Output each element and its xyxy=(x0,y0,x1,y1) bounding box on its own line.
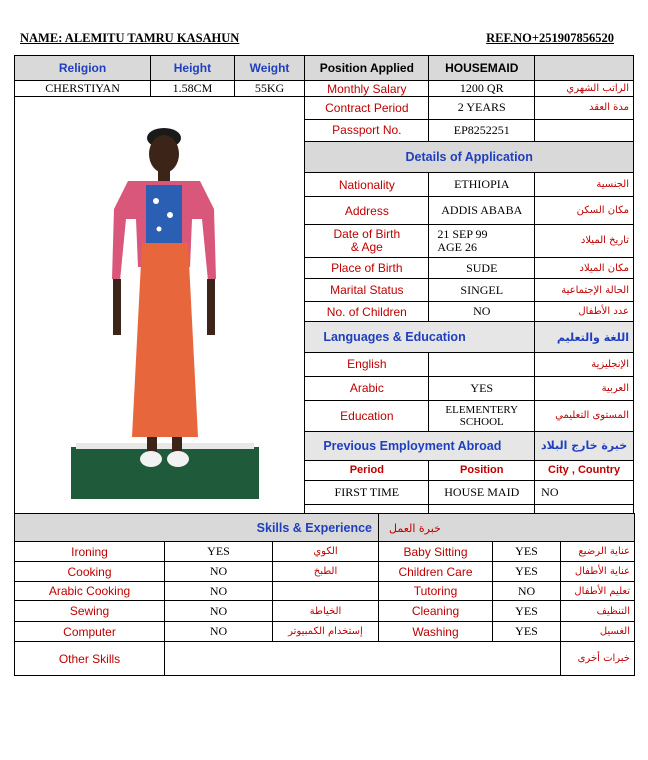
skill-cooking-value: NO xyxy=(165,562,273,582)
period-column-header: Period xyxy=(305,460,429,480)
employment-position-value: HOUSE MAID xyxy=(429,481,535,505)
skill-cleaning-value: YES xyxy=(493,601,561,622)
other-skills-label: Other Skills xyxy=(15,642,165,676)
monthly-salary-label: Monthly Salary xyxy=(305,81,429,97)
contract-period-label: Contract Period xyxy=(305,97,429,120)
employment-country-value: NO xyxy=(535,481,634,505)
applicant-name-header: NAME: ALEMITU TAMRU KASAHUN xyxy=(20,31,240,45)
passport-number-arabic xyxy=(535,119,634,142)
position-column-header: Position xyxy=(429,460,535,480)
contract-period-value: 2 YEARS xyxy=(429,97,535,120)
skill-cleaning-arabic: التنظيف xyxy=(561,601,635,622)
education-label: Education xyxy=(305,401,429,432)
skill-arabic-cooking-label: Arabic Cooking xyxy=(15,582,165,601)
blank-cell xyxy=(535,56,634,81)
religion-value: CHERSTIYAN xyxy=(15,81,151,97)
reference-number-header: REF.NO+251907856520 xyxy=(486,31,614,45)
skill-washing-label: Washing xyxy=(379,622,493,642)
languages-education-arabic-title: اللغة والتعليم xyxy=(535,322,634,353)
skill-baby-sitting-value: YES xyxy=(493,542,561,562)
skills-experience-arabic-cell xyxy=(379,514,635,542)
skill-sewing-label: Sewing xyxy=(15,601,165,622)
dob-label-line1: Date of Birth xyxy=(333,226,401,241)
skill-ironing-value: YES xyxy=(165,542,273,562)
skill-arabic-cooking-value: NO xyxy=(165,582,273,601)
city-country-column-header: City , Country xyxy=(535,460,634,480)
position-applied-value: HOUSEMAID xyxy=(429,56,535,81)
skill-tutoring-label: Tutoring xyxy=(379,582,493,601)
english-arabic: الإنجليزية xyxy=(535,353,634,377)
number-of-children-arabic: عدد الأطفال xyxy=(535,301,634,321)
skills-experience-title: Skills & Experience xyxy=(15,514,379,542)
passport-number-value: EP8252251 xyxy=(429,119,535,142)
arabic-language-label: Arabic xyxy=(305,376,429,401)
education-value-line1: ELEMENTERY xyxy=(445,403,519,416)
skill-computer-label: Computer xyxy=(15,622,165,642)
date-of-birth-value xyxy=(429,225,535,258)
marital-status-arabic: الحالة الإجتماعية xyxy=(535,279,634,302)
address-arabic: مكان السكن xyxy=(535,197,634,225)
date-of-birth-label xyxy=(305,225,429,258)
skill-arabic-cooking-arabic xyxy=(273,582,379,601)
skill-tutoring-arabic: تعليم الأطفال xyxy=(561,582,635,601)
skill-cooking-arabic: الطبخ xyxy=(273,562,379,582)
languages-education-title: Languages & Education xyxy=(305,322,535,353)
skill-ironing-arabic: الكوي xyxy=(273,542,379,562)
skill-sewing-value: NO xyxy=(165,601,273,622)
skill-washing-arabic: الغسيل xyxy=(561,622,635,642)
cv-main-table xyxy=(14,55,634,519)
nationality-arabic: الجنسية xyxy=(535,172,634,197)
education-arabic: المستوى التعليمي xyxy=(535,401,634,432)
employment-period-value: FIRST TIME xyxy=(305,481,429,505)
skills-table xyxy=(14,513,635,676)
dob-value-line2: AGE 26 xyxy=(437,239,477,254)
number-of-children-label: No. of Children xyxy=(305,301,429,321)
number-of-children-value: NO xyxy=(429,301,535,321)
skill-cleaning-label: Cleaning xyxy=(379,601,493,622)
details-of-application-title: Details of Application xyxy=(305,142,634,173)
skill-cooking-label: Cooking xyxy=(15,562,165,582)
skill-baby-sitting-label: Baby Sitting xyxy=(379,542,493,562)
nationality-value: ETHIOPIA xyxy=(429,172,535,197)
weight-label: Weight xyxy=(234,56,305,81)
dob-label-line2: & Age xyxy=(350,239,383,254)
dob-value-line1: 21 SEP 99 xyxy=(437,226,488,241)
height-value: 1.58CM xyxy=(151,81,235,97)
date-of-birth-arabic: تاريخ الميلاد xyxy=(535,225,634,258)
skill-ironing-label: Ironing xyxy=(15,542,165,562)
monthly-salary-arabic: الراتب الشهري xyxy=(535,81,634,97)
skill-children-care-arabic: عناية الأطفال xyxy=(561,562,635,582)
skill-computer-value: NO xyxy=(165,622,273,642)
weight-value: 55KG xyxy=(234,81,305,97)
address-value: ADDIS ABABA xyxy=(429,197,535,225)
nationality-label: Nationality xyxy=(305,172,429,197)
place-of-birth-label: Place of Birth xyxy=(305,257,429,279)
skills-experience-arabic-title: خبرة العمل xyxy=(389,521,441,535)
previous-employment-title: Previous Employment Abroad xyxy=(305,431,535,460)
place-of-birth-arabic: مكان الميلاد xyxy=(535,257,634,279)
position-applied-label: Position Applied xyxy=(305,56,429,81)
skill-sewing-arabic: الخياطة xyxy=(273,601,379,622)
marital-status-label: Marital Status xyxy=(305,279,429,302)
address-label: Address xyxy=(305,197,429,225)
arabic-language-value: YES xyxy=(429,376,535,401)
skill-tutoring-value: NO xyxy=(493,582,561,601)
arabic-language-arabic: العربية xyxy=(535,376,634,401)
applicant-photo-image xyxy=(16,97,304,515)
previous-employment-arabic-title: خبرة خارج البلاد xyxy=(535,431,634,460)
other-skills-value xyxy=(165,642,561,676)
height-label: Height xyxy=(151,56,235,81)
english-label: English xyxy=(305,353,429,377)
skill-computer-arabic: إستخدام الكمبيوتر xyxy=(273,622,379,642)
education-value-line2: SCHOOL xyxy=(459,415,504,428)
skill-children-care-value: YES xyxy=(493,562,561,582)
skill-washing-value: YES xyxy=(493,622,561,642)
photo-cell xyxy=(15,97,305,519)
passport-number-label: Passport No. xyxy=(305,119,429,142)
education-value xyxy=(429,401,535,432)
marital-status-value: SINGEL xyxy=(429,279,535,302)
english-value xyxy=(429,353,535,377)
monthly-salary-value: 1200 QR xyxy=(429,81,535,97)
skill-children-care-label: Children Care xyxy=(379,562,493,582)
religion-label: Religion xyxy=(15,56,151,81)
contract-period-arabic: مدة العقد xyxy=(535,97,634,120)
applicant-photo xyxy=(15,97,304,518)
other-skills-arabic: خبرات أخرى xyxy=(561,642,635,676)
place-of-birth-value: SUDE xyxy=(429,257,535,279)
skill-baby-sitting-arabic: عناية الرضيع xyxy=(561,542,635,562)
